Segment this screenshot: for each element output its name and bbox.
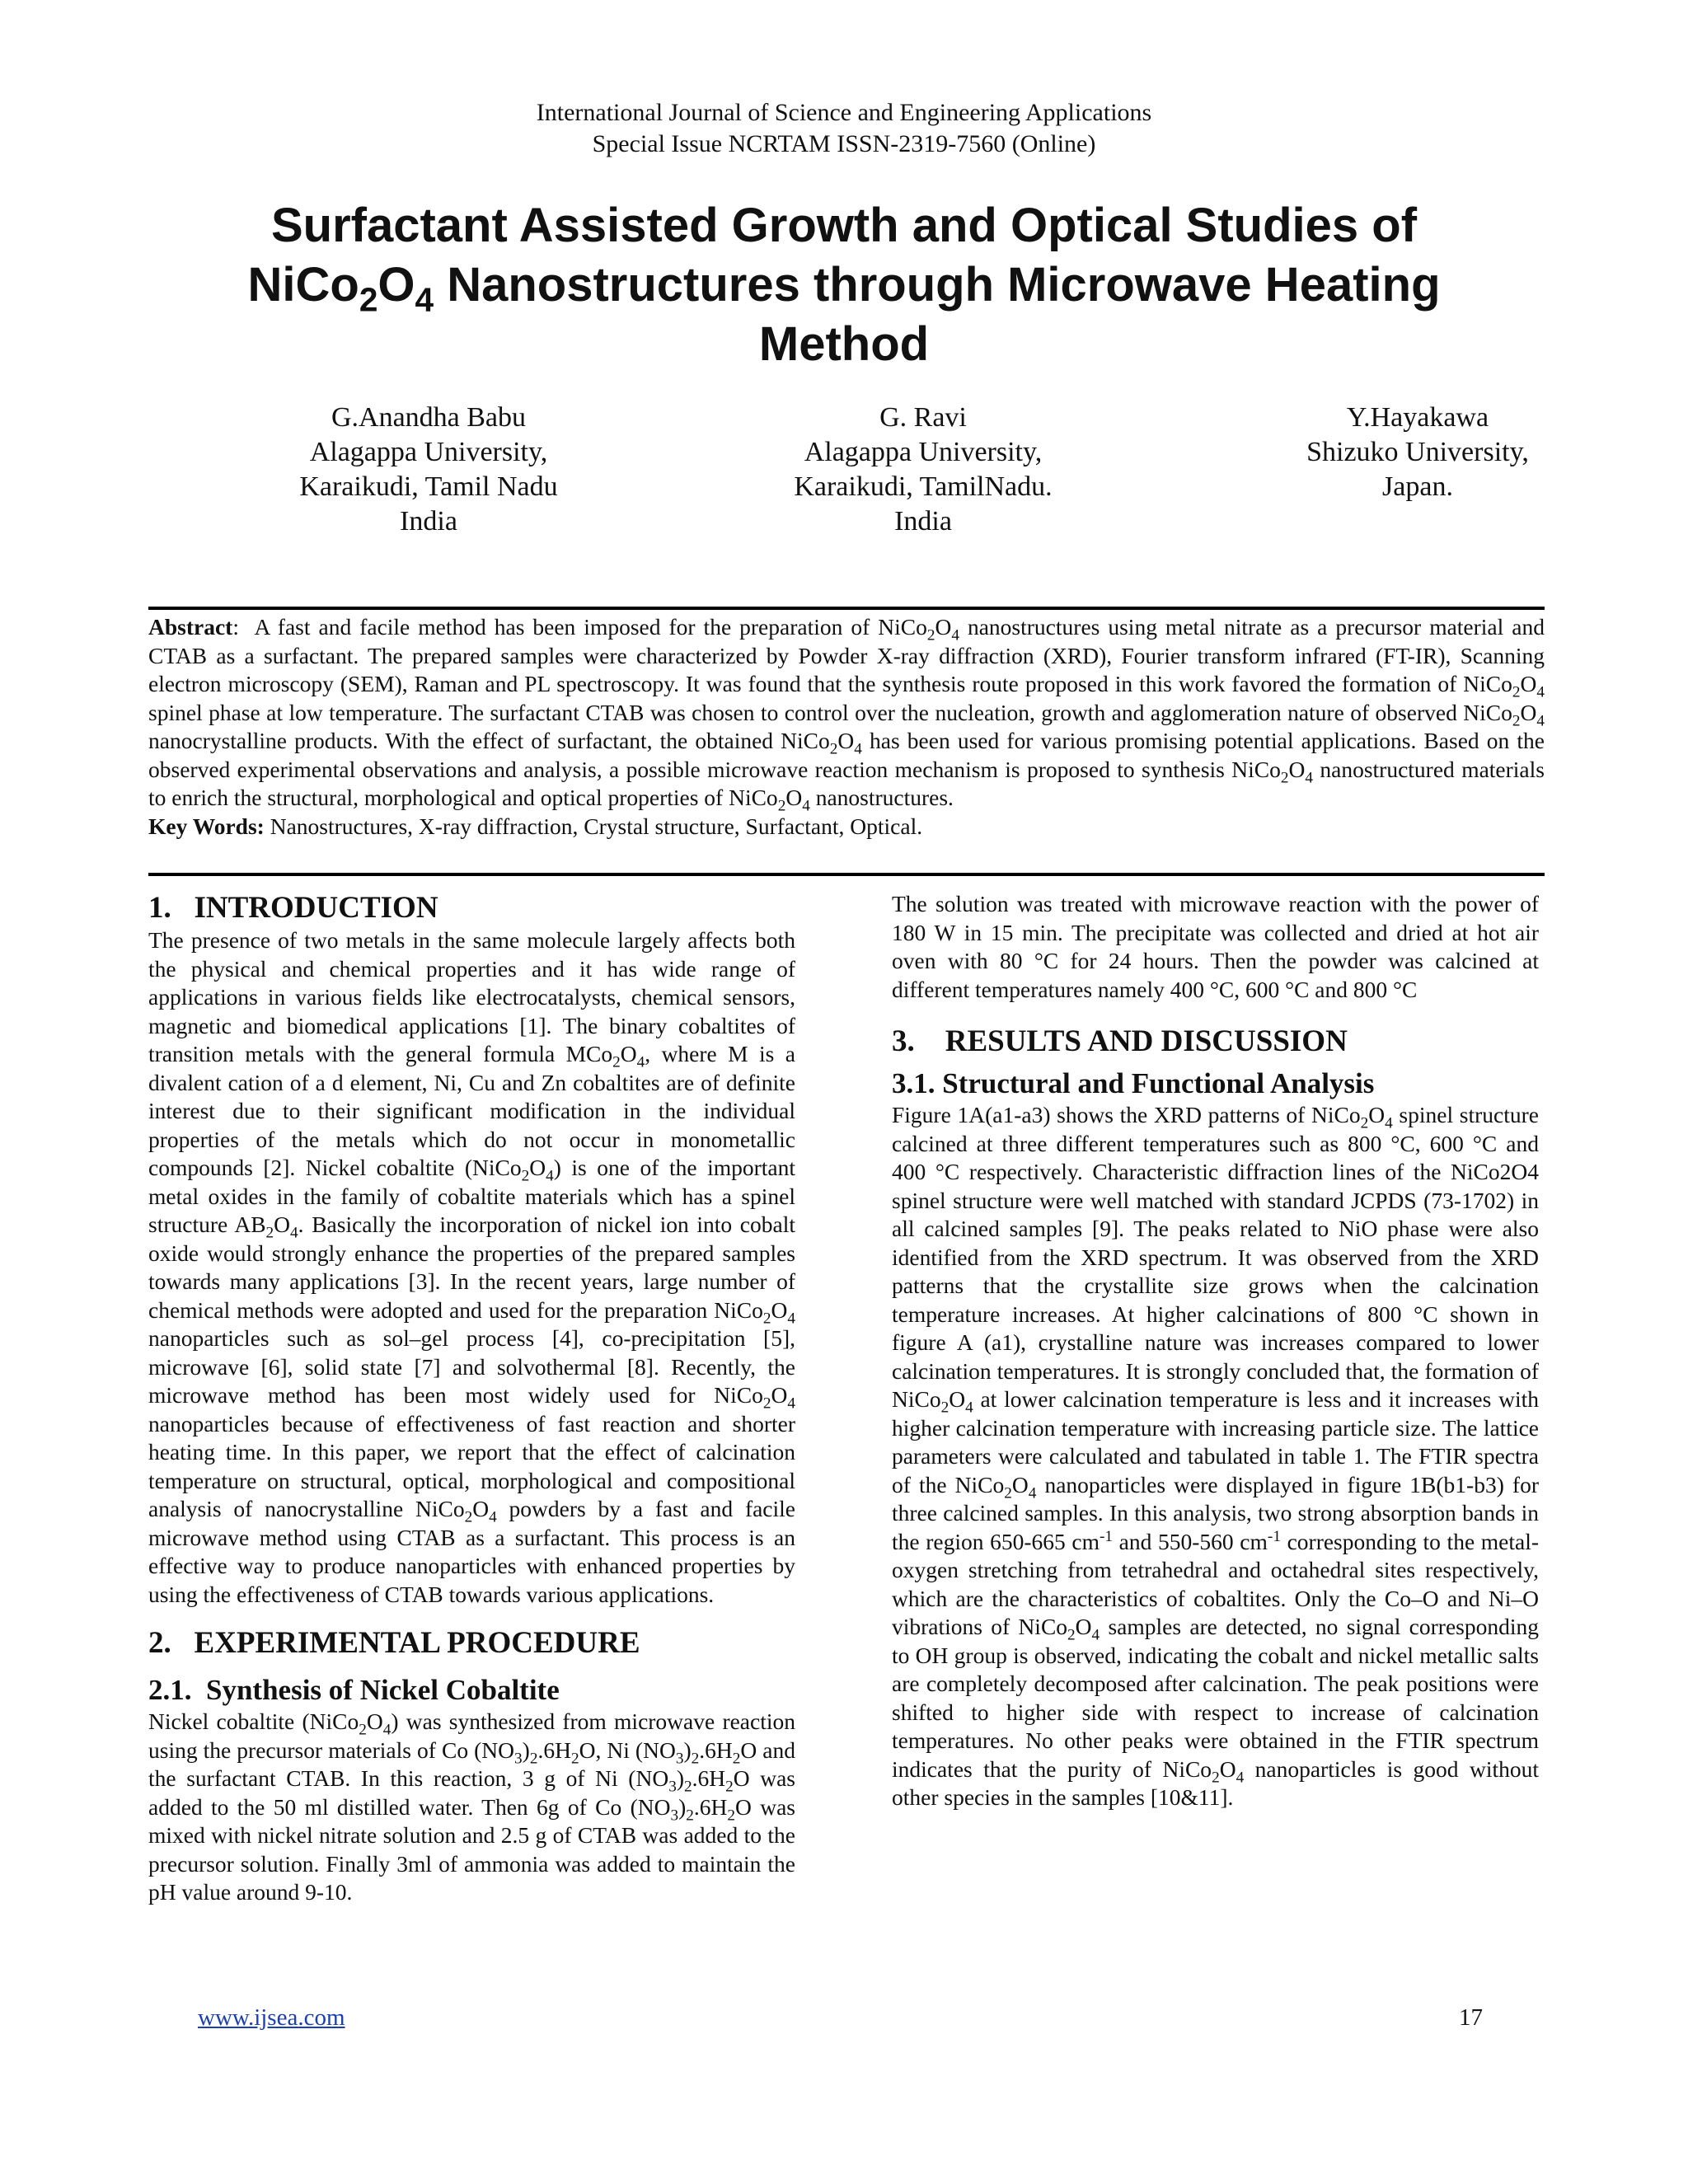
- section-heading-results: 3. RESULTS AND DISCUSSION: [892, 1024, 1348, 1058]
- abstract-bottom-rule: [148, 873, 1545, 876]
- keywords: Nanostructures, X-ray diffraction, Crystal structure, Surfactant, Optical.: [264, 813, 923, 839]
- synthesis-paragraph: Nickel cobaltite $(NiCo_2O_4)$ was synthesized from microwave reaction using the precursor materials of Co $(NO_3)_2.6H_2O$, Ni $(NO_3)_2.6H_2O$ and the surfactant CTAB. In this reaction, 3 g of Ni $(NO_3)_2.6H_2O$ was added to the 50 ml distilled water. Then 6g of Co $(NO_3)_2.6H_2O$ was mixed with nickel nitrate solution and 2.5 g of CTAB was added to the precursor solution. Finally 3ml of ammonia was added to maintain the pH value around 9-10.: [148, 1708, 796, 1905]
- author-country: India: [894, 506, 952, 537]
- abstract: Abstract: A fast and facile method has been imposed for the preparation of $NiCo_2O_4$ nanostructures using metal nitrate as a precursor material and CTAB as a surfactant. The prepared samples were characterized by Powder X-ray diffraction (XRD), Fourier transform infrared (FT-IR), Scanning electron microscopy (SEM), Raman and PL spectroscopy. It was found that the synthesis route proposed in this work favored the formation of $NiCo_2O_4$ spinel phase at low temperature. The surfactant CTAB was chosen to control over the nucleation, growth and agglomeration nature of observed $NiCo_2O_4$ nanocrystalline products. With the effect of surfactant, the obtained $NiCo_2O_4$ has been used for various promising potential applications. Based on the observed experimental observations and analysis, a possible microwave reaction mechanism is proposed to synthesis $NiCo_2O_4$ nanostructured materials to enrich the structural, morphological and optical properties of $NiCo_2O_4$ nanostructures. Key Words: Nanostructures, X-ray diffraction, Crystal structure, Surfactant, Optical.: [148, 614, 1545, 839]
- author-block: [725, 401, 1121, 539]
- author-city: Japan.: [1382, 471, 1453, 502]
- section-heading-experimental: 2. EXPERIMENTAL PROCEDURE: [148, 1626, 640, 1660]
- synthesis-paragraph-continued: The solution was treated with microwave reaction with the power of 180 W in 15 min. The precipitate was collected and dried at hot air oven with 80 °C for 24 hours. Then the powder was calcined at different temperatures namely 400 °C, 600 °C and 800 °C: [892, 891, 1539, 1002]
- journal-name: International Journal of Science and Engineering Applications: [536, 99, 1152, 126]
- subsection-heading-synthesis: 2.1. Synthesis of Nickel Cobaltite: [148, 1674, 560, 1706]
- author-city: Karaikudi, TamilNadu.: [794, 471, 1053, 502]
- page-number: 17: [1459, 2004, 1483, 2031]
- author-block: [247, 401, 610, 539]
- title-line-1: Surfactant Assisted Growth and Optical Studies of: [270, 199, 1418, 252]
- keywords-label: Key Words:: [148, 813, 265, 839]
- author-city: Karaikudi, Tamil Nadu: [299, 471, 558, 502]
- footer-website-link[interactable]: www.ijsea.com: [198, 2004, 345, 2031]
- right-column: [892, 890, 1539, 1812]
- author-name: G. Ravi: [879, 402, 967, 433]
- title-line-2: $NiCo_2O_4$ Nanostructures through Microwave Heating: [247, 258, 1441, 319]
- introduction-paragraph: The presence of two metals in the same molecule largely affects both the physical and chemical properties and it has wide range of applications in various fields like electrocatalysts, chemical sensors, magnetic and biomedical applications [1]. The binary cobaltites of transition metals with the general formula $MCo_2O_4$, where M is a divalent cation of a d element, Ni, Cu and Zn cobaltites are of definite interest due to their significant modification in the individual properties of the metals which do not occur in monometallic compounds [2]. Nickel cobaltite $(NiCo_2O_4)$ is one of the important metal oxides in the family of cobaltite materials which has a spinel structure $AB_2O_4$. Basically the incorporation of nickel ion into cobalt oxide would strongly enhance the properties of the prepared samples towards many applications [3]. In the recent years, large number of chemical methods were adopted and used for the preparation $NiCo_2O_4$ nanoparticles such as sol–gel process [4], co-precipitation [5], microwave [6], solid state [7] and solvothermal [8]. Recently, the microwave method has been most widely used for $NiCo_2O_4$ nanoparticles because of effectiveness of fast reaction and shorter heating time. In this paper, we report that the effect of calcination temperature on structural, optical, morphological and compositional analysis of nanocrystalline $NiCo_2O_4$ powders by a fast and facile microwave method using CTAB as a surfactant. This process is an effective way to produce nanoparticles with enhanced properties by using the effectiveness of CTAB towards various applications.: [148, 927, 795, 1607]
- journal-header: [0, 97, 1688, 160]
- journal-issue: Special Issue NCRTAM ISSN-2319-7560 (Online): [592, 130, 1096, 157]
- left-column: [148, 890, 795, 1907]
- paper-title: [165, 196, 1523, 374]
- author-affiliation: Alagappa University,: [804, 437, 1043, 467]
- abstract-top-rule: [148, 607, 1545, 610]
- subsection-heading-structural: 3.1. Structural and Functional Analysis: [892, 1067, 1375, 1099]
- author-name: Y.Hayakawa: [1346, 402, 1489, 433]
- author-country: India: [400, 506, 457, 537]
- structural-paragraph: Figure 1A(a1-a3) shows the XRD patterns of $NiCo_2O_4$ spinel structure calcined at three different temperatures such as 800 °C, 600 °C and 400 °C respectively. Characteristic diffraction lines of the NiCo2O4 spinel structure were well matched with standard JCPDS (73-1702) in all calcined samples [9]. The peaks related to NiO phase were also identified from the XRD spectrum. It was observed from the XRD patterns that the crystallite size grows when the calcination temperature increases. At higher calcinations of 800 °C shown in figure A (a1), crystalline nature was increases compared to lower calcination temperatures. It is strongly concluded that, the formation of $NiCo_2O_4$ at lower calcination temperature is less and it increases with higher calcination temperature with increasing particle size. The lattice parameters were calculated and tabulated in table 1. The FTIR spectra of the $NiCo_2O_4$ nanoparticles were displayed in figure 1B(b1-b3) for three calcined samples. In this analysis, two strong absorption bands in the region 650-665 $cm^{-1}$ and 550-560 $cm^{-1}$ corresponding to the metal-oxygen stretching from tetrahedral and octahedral sites respectively, which are the characteristics of cobaltites. Only the Co–O and Ni–O vibrations of $NiCo_2O_4$ samples are detected, no signal corresponding to OH group is observed, indicating the cobalt and nickel metallic salts are completely decomposed after calcination. The peak positions were shifted to higher side with respect to increase of calcination temperatures. No other peaks were obtained in the FTIR spectrum indicates that the purity of $NiCo_2O_4$ nanoparticles is good without other species in the samples [10&11].: [892, 1102, 1540, 1810]
- section-heading-introduction: 1. INTRODUCTION: [148, 891, 438, 925]
- author-block: [1236, 401, 1599, 504]
- abstract-label: Abstract: [148, 614, 233, 640]
- title-line-3: Method: [758, 317, 930, 371]
- author-affiliation: Shizuko University,: [1306, 437, 1529, 467]
- author-name: G.Anandha Babu: [331, 402, 527, 433]
- author-affiliation: Alagappa University,: [309, 437, 548, 467]
